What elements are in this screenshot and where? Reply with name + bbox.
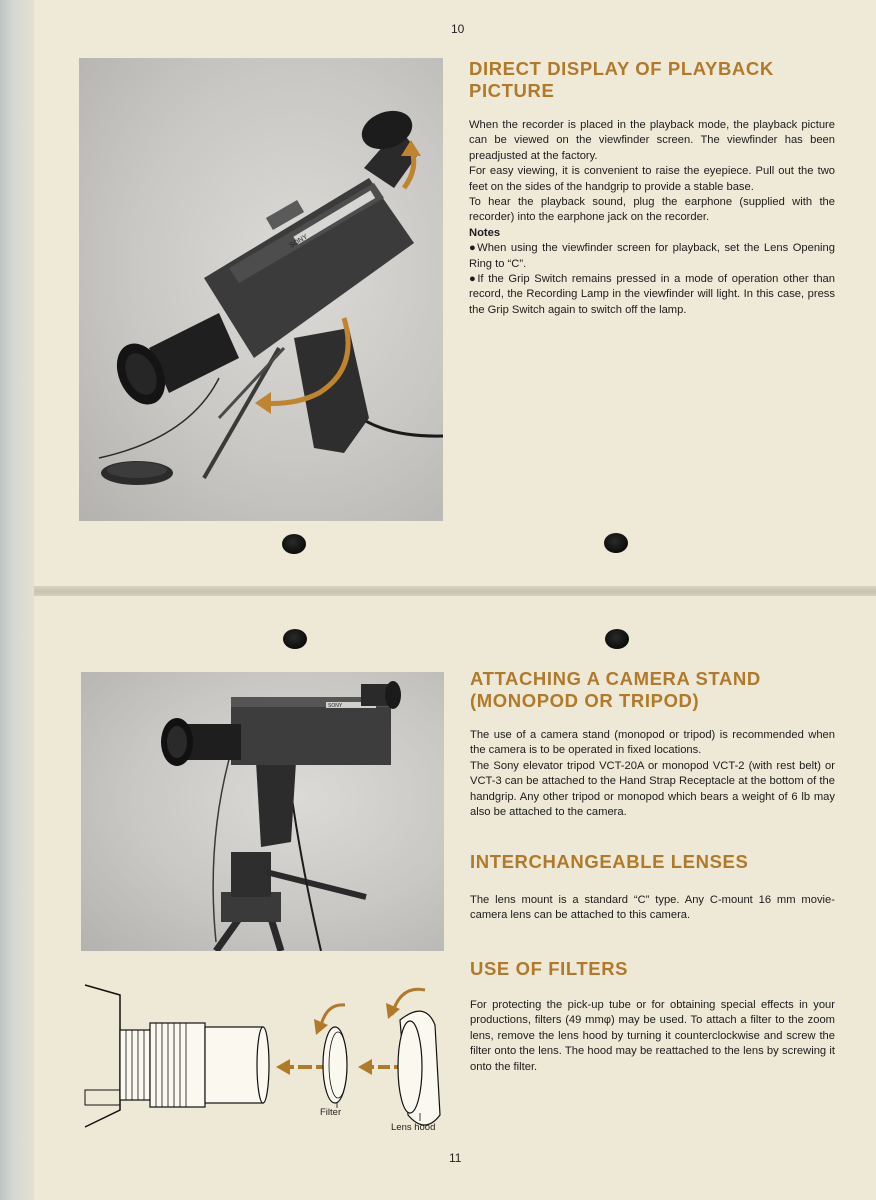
filter-diagram: [80, 975, 450, 1135]
punch-hole: [282, 534, 306, 554]
lenses-paragraph-1: The lens mount is a standard “C” type. Any C-mount 16 mm movie-camera lens can be attached to this camera.: [470, 894, 835, 922]
lenses-body-text: [470, 893, 835, 924]
camera-brand-label-bottom: SONY: [328, 703, 343, 709]
punch-hole: [283, 629, 307, 649]
binding-spine: [0, 0, 34, 1200]
stand-paragraph-1: The use of a camera stand (monopod or tripod) is recommended when the camera is to be operated in fixed locations.: [470, 729, 835, 757]
playback-paragraph-1: When the recorder is placed in the playback mode, the playback picture can be viewed on the viewfinder screen. The viewfinder has been preadjusted at the factory.: [469, 119, 835, 162]
filter-label: Filter: [320, 1107, 342, 1118]
punch-hole: [604, 533, 628, 553]
camera-brand-label-top: SONY: [288, 233, 310, 250]
filters-paragraph-1: For protecting the pick-up tube or for obtaining special effects in your productions, filters (49 mmφ) may be used. To attach a filter to the zoom lens, remove the lens hood by turning it counterclockwise and screw the filter onto the lens. The hood may be reattached to the lens by screwing it onto the filter.: [470, 999, 835, 1073]
punch-hole: [605, 629, 629, 649]
note-2: ●If the Grip Switch remains pressed in a mode of operation other than record, the Recording Lamp in the viewfinder will light. In this case, press the Grip Switch again to switch off the lamp.: [469, 273, 835, 316]
note-1: ●When using the viewfinder screen for playback, set the Lens Opening Ring to “C”.: [469, 242, 835, 270]
filters-body-text: [470, 998, 835, 1075]
camera-playback-illustration: [79, 58, 443, 521]
stand-paragraph-2: The Sony elevator tripod VCT-20A or monopod VCT-2 (with rest belt) or VCT-3 can be attached to the Hand Strap Receptacle at the bottom of the handgrip. Any other tripod or monopod which bears a weight of 6 lb may also be attached to the camera.: [470, 759, 835, 819]
playback-paragraph-2: For easy viewing, it is convenient to raise the eyepiece. Pull out the two feet on the sides of the handgrip to provide a stable base.: [469, 165, 835, 193]
lens-hood-label: Lens hood: [391, 1122, 436, 1133]
page-number-bottom: 11: [449, 1151, 462, 1165]
heading-interchangeable-lenses: INTERCHANGEABLE LENSES: [470, 851, 749, 872]
notes-label: Notes: [469, 226, 501, 239]
playback-body-text: [469, 118, 835, 318]
page-number-top: 10: [451, 22, 465, 36]
heading-direct-display: DIRECT DISPLAY OF PLAYBACK PICTURE: [469, 58, 774, 101]
stand-body-text: [470, 728, 835, 820]
playback-paragraph-3: To hear the playback sound, plug the earphone (supplied with the recorder) into the earphone jack on the recorder.: [469, 196, 835, 224]
camera-playback-photo: [79, 58, 443, 521]
heading-use-of-filters: USE OF FILTERS: [470, 958, 629, 979]
camera-tripod-photo: [81, 672, 444, 951]
heading-attaching-stand: ATTACHING A CAMERA STAND (MONOPOD OR TRIPOD): [470, 668, 761, 711]
filter-diagram-drawing: [80, 975, 450, 1135]
camera-tripod-illustration: [81, 672, 444, 951]
